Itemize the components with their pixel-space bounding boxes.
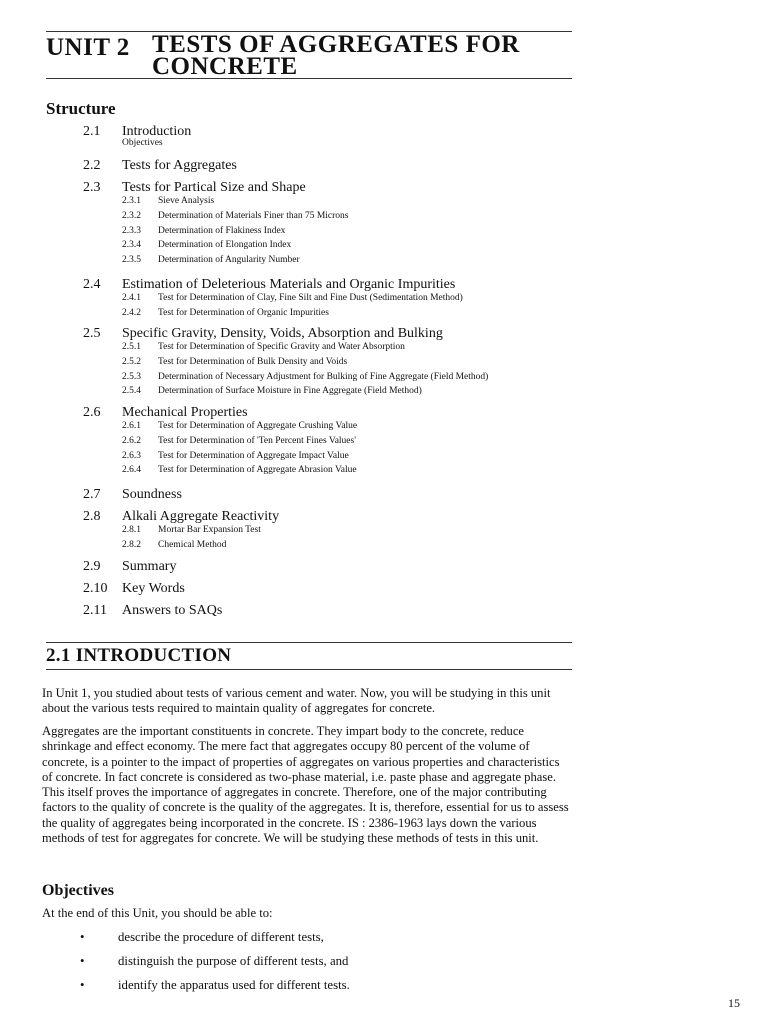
objective-text: distinguish the purpose of different tests, and [118,954,349,968]
toc-subitem-title: Sieve Analysis [158,196,215,206]
toc-item-number: 2.6 [83,405,101,420]
bullet-icon: • [80,930,85,944]
toc-subitem-title: Determination of Angularity Number [158,255,300,266]
toc-subitem-number: 2.3.3 [122,225,141,236]
toc-subitem-number: 2.5.2 [122,356,141,367]
toc-subitem-number: 2.5.4 [122,386,141,397]
toc-subitem-title: Test for Determination of Bulk Density and Voids [158,356,348,367]
toc-subitem-number: 2.6.1 [122,421,141,431]
section-heading-introduction: 2.1 INTRODUCTION [46,645,232,666]
toc-item-number: 2.10 [83,581,108,596]
toc-subitem-title: Determination of Materials Finer than 75 Microns [158,210,349,221]
toc-item-title: Tests for Partical Size and Shape [122,180,306,195]
objective-text: describe the procedure of different tests, [118,930,324,944]
toc-item-title: Tests for Aggregates [122,158,237,173]
intro-paragraph-1: In Unit 1, you studied about tests of various cement and water. Now, you will be studying in this unit about the various tests required to maintain quality of aggregates for concrete. [42,686,551,716]
toc-subitem-title: Test for Determination of Organic Impurities [158,307,329,318]
toc-subitem-number: 2.6.3 [122,450,141,461]
bullet-icon: • [80,954,85,968]
toc-item-title: Summary [122,559,177,574]
toc-subitem-title: Determination of Surface Moisture in Fine Aggregate (Field Method) [158,386,422,397]
toc-subitem-title: Mortar Bar Expansion Test [158,525,261,535]
toc-item-number: 2.5 [83,326,101,341]
toc-objectives-label: Objectives [122,138,163,148]
toc-item-title: Soundness [122,487,182,502]
intro-paragraph-2: Aggregates are the important constituents in concrete. They impart body to the concrete, reduce shrinkage and effect economy. The mere fact that aggregates occupy 80 percent of the volume of concrete, is a pointer to the impact of properties of aggregates on various properties and characteristics of concrete. In fact concrete is considered as two-phase material, i.e. paste phase and aggregate phase. This itself proves the importance of aggregates in concrete. Therefore, one of the major contributing factors to the quality of concrete is the quality of the aggregates. It is, therefore, essential for us to assess the quality of aggregates being incorporated in the concrete. IS : 2386-1963 lays down the various methods of test for aggregates for concrete. We will be studying these methods of tests in this unit. [42,724,569,846]
toc-subitem-number: 2.3.4 [122,240,141,251]
toc-subitem-title: Test for Determination of Specific Gravity and Water Absorption [158,342,405,352]
structure-heading: Structure [46,99,116,118]
page-number: 15 [728,996,740,1010]
objectives-lead: At the end of this Unit, you should be able to: [42,906,273,920]
objective-text: identify the apparatus used for different tests. [118,978,350,992]
toc-subitem-number: 2.5.1 [122,342,141,352]
toc-subitem-number: 2.4.2 [122,307,141,318]
intro-top-rule [46,642,572,643]
toc-item-title: Estimation of Deleterious Materials and Organic Impurities [122,277,456,292]
toc-subitem-title: Test for Determination of Aggregate Abrasion Value [158,465,357,476]
toc-subitem-title: Test for Determination of Aggregate Crushing Value [158,421,358,431]
toc-subitem-number: 2.5.3 [122,371,141,382]
toc-subitem-number: 2.3.5 [122,255,141,266]
toc-item-number: 2.9 [83,559,101,574]
toc-item-title: Introduction [122,124,192,139]
toc-subitem-number: 2.8.1 [122,525,141,535]
bullet-icon: • [80,978,85,992]
toc-subitem-title: Determination of Necessary Adjustment for Bulking of Fine Aggregate (Field Method) [158,371,489,382]
objectives-heading: Objectives [42,882,114,899]
toc-item-title: Specific Gravity, Density, Voids, Absorption and Bulking [122,326,443,341]
toc-subitem-title: Determination of Elongation Index [158,240,292,251]
toc-subitem-number: 2.3.2 [122,210,141,221]
toc-item-number: 2.2 [83,158,101,173]
unit-title-line-1: TESTS OF AGGREGATES FOR [152,31,520,58]
toc-subitem-title: Chemical Method [158,539,227,550]
toc-item-number: 2.3 [83,180,101,195]
toc-item-title: Mechanical Properties [122,405,248,420]
toc-item-number: 2.7 [83,487,101,502]
toc-subitem-title: Determination of Flakiness Index [158,225,286,236]
header-bottom-rule [46,78,572,79]
toc-item-number: 2.4 [83,277,101,292]
unit-title-line-2: CONCRETE [152,53,298,80]
toc-subitem-title: Test for Determination of Clay, Fine Silt and Fine Dust (Sedimentation Method) [158,293,463,303]
toc-subitem-number: 2.6.2 [122,435,141,446]
toc-subitem-number: 2.8.2 [122,539,141,550]
toc-item-number: 2.11 [83,603,107,618]
toc-subitem-title: Test for Determination of Aggregate Impact Value [158,450,349,461]
toc-subitem-number: 2.3.1 [122,196,141,206]
toc-subitem-title: Test for Determination of 'Ten Percent Fines Values' [158,435,356,446]
toc-item-title: Key Words [122,581,185,596]
toc-item-title: Alkali Aggregate Reactivity [122,509,280,524]
toc-item-number: 2.8 [83,509,101,524]
toc-subitem-number: 2.4.1 [122,293,141,303]
toc-item-number: 2.1 [83,124,101,139]
toc-subitem-number: 2.6.4 [122,465,141,476]
intro-bottom-rule [46,669,572,670]
unit-label: UNIT 2 [46,34,130,61]
unit-title [152,31,520,80]
toc-item-title: Answers to SAQs [122,603,223,618]
